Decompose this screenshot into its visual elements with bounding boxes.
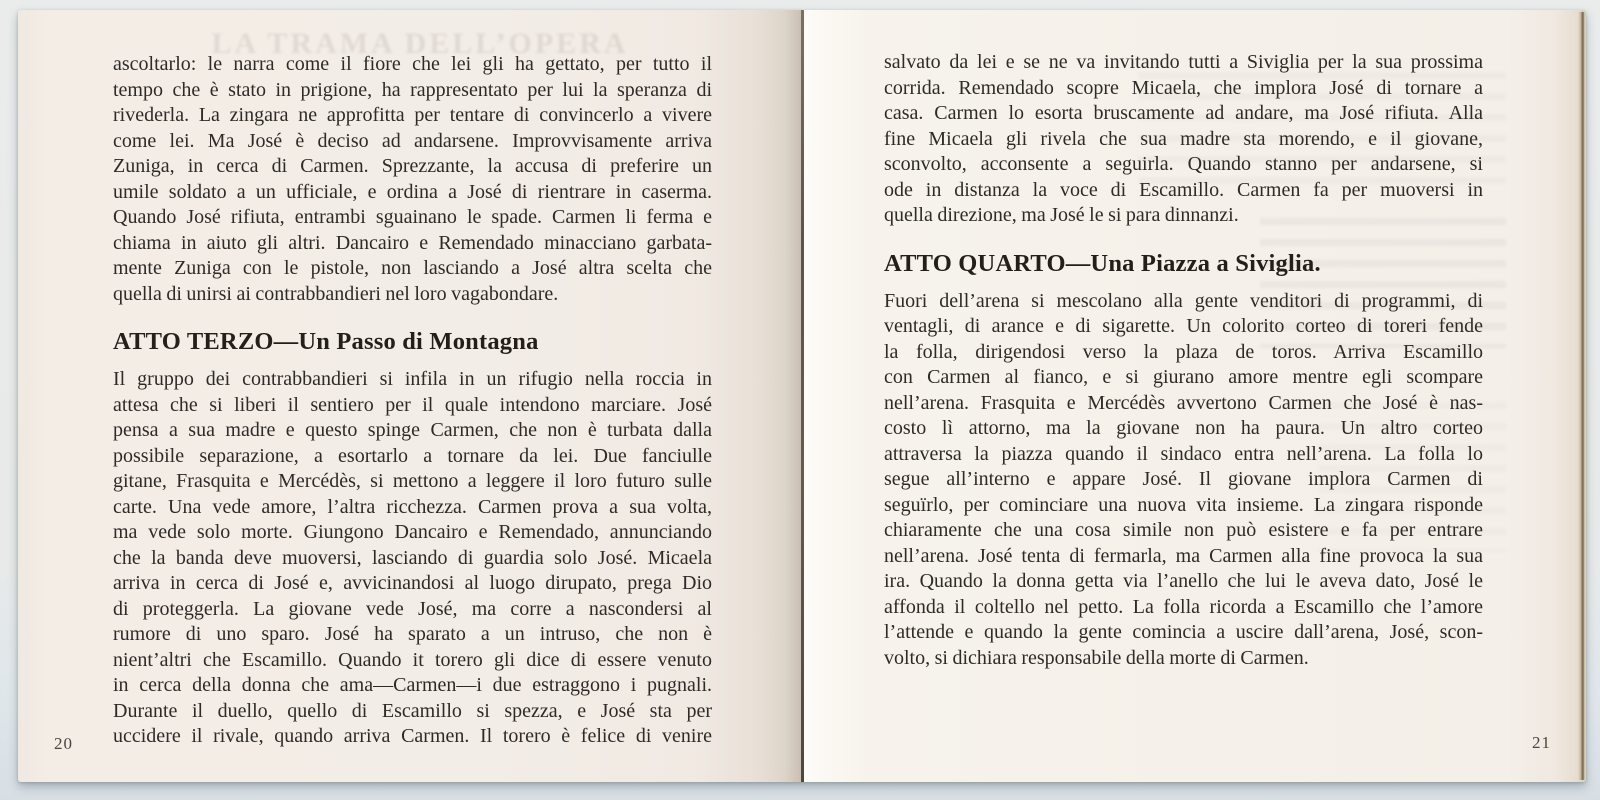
book-fold xyxy=(801,10,804,782)
text-line: umile soldato a un ufficiale, e ordina a José di rientrare in caserma. xyxy=(113,180,712,203)
text-line: che la banda deve muoversi, lasciando di guardia solo José. Micaela xyxy=(113,546,712,569)
text-line: corrida. Remendado scopre Micaela, che implora José di tornare a xyxy=(884,76,1483,99)
text-line: arriva in cerca di José e, avvicinandosi al luogo dirupato, prega Dio xyxy=(113,572,712,594)
text-line: gitane, Frasquita e Mercédès, si mettono a leggere il loro futuro sulle xyxy=(113,470,712,492)
paragraph xyxy=(884,289,1483,672)
paragraph xyxy=(113,52,712,307)
text-line: rivederla. La zingara ne approfitta per tentare di convincerlo a vivere xyxy=(113,104,712,126)
text-line: rumore di uno sparo. José ha sparato a un intruso, che non è xyxy=(113,623,712,645)
text-line: segue all’interno e appare José. Il giovane implora Carmen di xyxy=(884,468,1483,490)
act-heading: ATTO QUARTO—Una Piazza a Siviglia. xyxy=(884,249,1321,277)
text-line: chiaramente che una cosa simile non può esistere e fa per entrare xyxy=(884,519,1483,541)
text-line: Durante il duello, quello di Escamillo si spezza, e José sta per xyxy=(113,699,712,722)
text-line: fine Micaela gli rivela che sua madre sta morendo, e il giovane, xyxy=(884,127,1483,150)
text-line: volto, si dichiara responsabile della morte di Carmen. xyxy=(884,646,1309,669)
page-stack-edge xyxy=(1578,12,1586,780)
text-line: ode in distanza la voce di Escamillo. Carmen fa per muoversi in xyxy=(884,178,1483,201)
text-line: con Carmen al fianco, e si giurano amore mentre egli scompare xyxy=(884,366,1483,388)
text-line: ma vede solo morte. Giungono Dancairo e Remendado, annunciando xyxy=(113,521,712,543)
paragraph xyxy=(884,50,1483,229)
text-line: ascoltarlo: le narra come il fiore che lei gli ha gettato, per tutto il xyxy=(113,53,712,75)
text-line: quella di unirsi ai contrabbandieri nel loro vagabondare. xyxy=(113,282,559,305)
text-line: l’attende e quando la gente comincia a uscire dall’arena, José, scon- xyxy=(884,621,1483,643)
text-line: ira. Quando la donna getta via l’anello che lui le aveva dato, José le xyxy=(884,570,1483,592)
paragraph xyxy=(113,367,712,750)
text-line: quella direzione, ma José le si para dinnanzi. xyxy=(884,204,1239,226)
text-line: uccidere il rivale, quando arriva Carmen. Il torero è felice di venire xyxy=(113,725,712,747)
page-20-text-column xyxy=(113,52,712,750)
text-line: ventagli, di arance e di sigarette. Un colorito corteo di toreri fende xyxy=(884,315,1483,337)
text-line: di proteggerla. La giovane vede José, ma corre a nascondersi al xyxy=(113,597,712,620)
page-21-text-column xyxy=(884,50,1483,671)
text-line: la folla, dirigendosi verso la plaza de toros. Arriva Escamillo xyxy=(884,340,1483,363)
text-line: tempo che è stato in prigione, ha rappresentato per lui la speranza di xyxy=(113,78,712,101)
text-line: attesa che si liberi il sentiero per il quale intendono marciare. José xyxy=(113,393,712,416)
text-line: attraversa la piazza quando il sindaco entra nell’arena. La folla lo xyxy=(884,442,1483,465)
text-line: pensa a sua madre e questo spinge Carmen, che non è turbata dalla xyxy=(113,419,712,441)
text-line: seguïrlo, per cominciare una nuova vita insieme. La zingara risponde xyxy=(884,493,1483,516)
text-line: nient’altri che Escamillo. Quando it torero gli dice di essere venuto xyxy=(113,648,712,671)
open-booklet xyxy=(18,10,1586,782)
text-line: nell’arena. José tenta di fermarla, ma Carmen alla fine provoca la sua xyxy=(884,544,1483,567)
text-line: chiama in aiuto gli altri. Dancairo e Remendado minacciano garbata- xyxy=(113,231,712,254)
text-line: salvato da lei e se ne va invitando tutti a Siviglia per la sua prossima xyxy=(884,51,1483,73)
text-line: mente Zuniga con le pistole, non lasciando a José altra scelta che xyxy=(113,257,712,279)
text-line: costo lì attorno, ma la giovane non ha paura. Un altro corteo xyxy=(884,417,1483,439)
text-line: Fuori dell’arena si mescolano alla gente venditori di programmi, di xyxy=(884,289,1483,312)
text-line: in cerca della donna che ama—Carmen—i due estraggono i pugnali. xyxy=(113,674,712,696)
text-line: Il gruppo dei contrabbandieri si infila in un rifugio nella roccia in xyxy=(113,368,712,390)
text-line: sconvolto, acconsente a seguirla. Quando stanno per andarsene, si xyxy=(884,153,1483,175)
text-line: casa. Carmen lo esorta bruscamente ad andare, ma José rifiuta. Alla xyxy=(884,102,1483,124)
text-line: possibile separazione, a esortarlo a tornare da lei. Due fanciulle xyxy=(113,444,712,467)
text-line: affonda il coltello nel petto. La folla ricorda a Escamillo che l’amore xyxy=(884,595,1483,618)
text-line: Zuniga, in cerca di Carmen. Sprezzante, la accusa di preferire un xyxy=(113,155,712,177)
ghost-showthrough-title: LA TRAMA DELL’OPERA xyxy=(211,27,629,60)
page-number: 20 xyxy=(54,734,73,753)
text-line: Quando José rifiuta, entrambi sguainano le spade. Carmen li ferma e xyxy=(113,206,712,228)
text-line: carte. Una vede amore, l’altra ricchezza. Carmen prova a sua volta, xyxy=(113,495,712,518)
text-line: nell’arena. Frasquita e Mercédès avvertono Carmen che José è nas- xyxy=(884,391,1483,414)
page-number: 21 xyxy=(1532,733,1551,752)
act-heading: ATTO TERZO—Un Passo di Montagna xyxy=(113,328,539,355)
text-line: come lei. Ma José è deciso ad andarsene. Improvvisamente arriva xyxy=(113,129,712,152)
